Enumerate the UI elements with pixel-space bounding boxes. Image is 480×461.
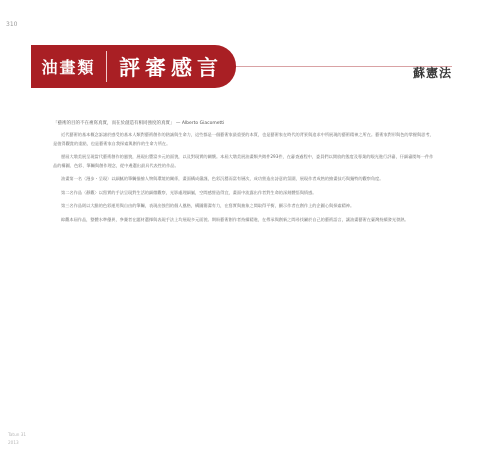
page-number: 310 bbox=[6, 21, 18, 28]
paragraph: 第二名作品〈靜觀〉以寫實的手法呈現對生活的細微觀察，光影處理細膩，空間感營造得宜，畫面中流露出作者對生命的深刻體悟與情感。 bbox=[61, 189, 317, 195]
paragraph: 第三名作品則以大膽的色彩運用與自由的筆觸，表現出強烈的個人風格，構圖簡潔有力，在寫實與抽象之間取得平衡，顯示作者在創作上的企圖心與探索精神。 bbox=[61, 203, 355, 208]
paragraph: 歷屆大墩美展呈現當代藝術創作的風貌，展現出豐富多元的面貌，以及對現實的關懷。本屆大墩美展油畫類共徵件293件，在審查過程中，委員們以開放的態度及專業的眼光進行評審，仔細審閱每一件作品的構圖、色彩、筆觸與創作理念，從中遴選出最具代表性的作品。 bbox=[53, 154, 434, 168]
category-label: 油畫類 bbox=[31, 45, 106, 88]
paragraph: 近代藝術的基本概念訴諸於感受的基本人類對藝術創作的熱誠與生命力，這些都是一個藝術家最重要的本質，也是藝術家在時代的背景與追求中所展現的藝術精神之所在。藝術家對形與色的掌握與思考，是值得觀賞的重點，也是藝術家自我探索與創作的生命力所在。 bbox=[53, 132, 434, 146]
epigraph-quote: 「藝術的目的不在複寫真實，而在於創造有相同強度的真實」 — Alberto Giacometti bbox=[53, 121, 225, 126]
paragraph: 綜觀本屆作品，整體水準優異，參賽者在題材選擇與表現手法上均展現多元面貌。期盼藝術創作者持續精進，在傳承與創新之間尋找屬於自己的藝術語言，讓油畫藝術在臺灣持續發光發熱。 bbox=[61, 216, 409, 222]
author-name: 蘇憲法 bbox=[412, 66, 452, 80]
paragraph: 油畫第一名〈漫步・呈現〉以細膩的筆觸描繪人物與環境的關係，畫面構成嚴謹，色彩沉穩而富有層次，成功營造出詩意的氛圍，展現作者成熟的繪畫技巧與獨特的觀察角度。 bbox=[61, 176, 384, 181]
page-title: 評審感言 bbox=[106, 45, 236, 88]
body-text bbox=[53, 131, 435, 229]
footer bbox=[8, 431, 26, 447]
footer-line: 2013 bbox=[8, 440, 19, 445]
header-band bbox=[31, 45, 452, 88]
footer-line: Tatun 31 bbox=[8, 432, 27, 437]
